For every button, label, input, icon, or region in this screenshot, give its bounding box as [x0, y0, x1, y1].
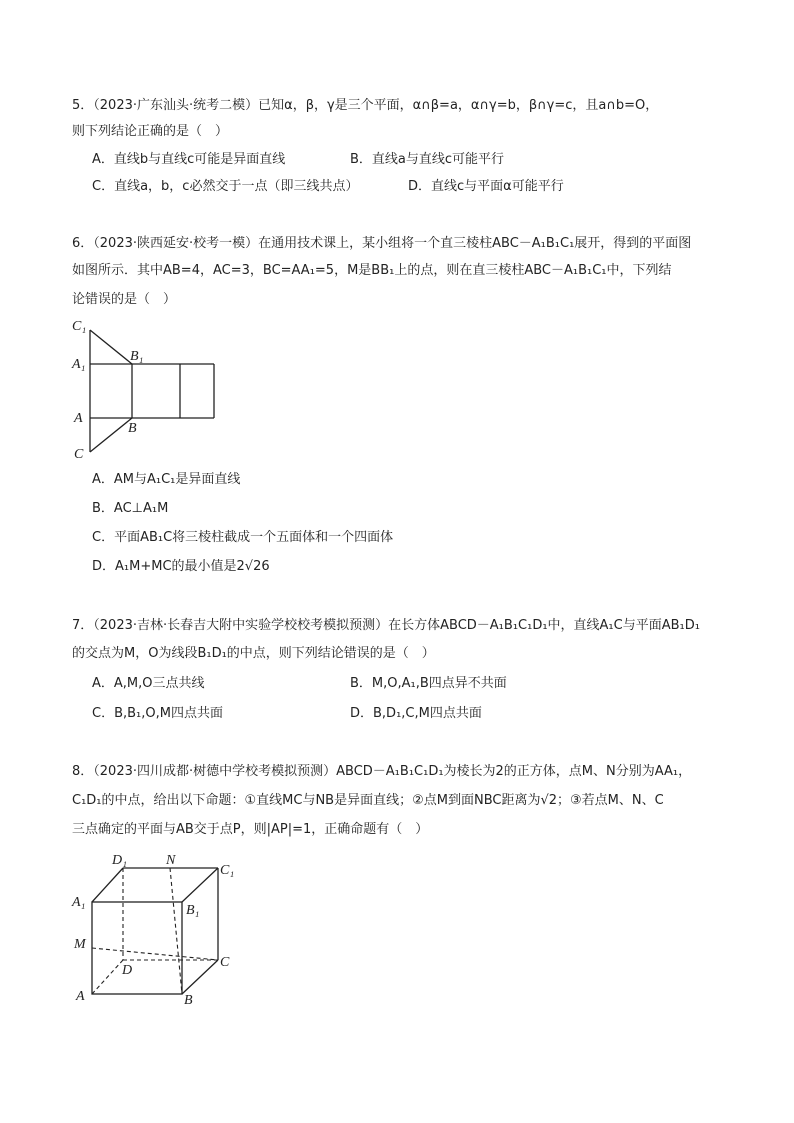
q6-label-a: A — [74, 411, 83, 426]
q5-stem-line1: 5．（2023·广东汕头·统考二模）已知α，β，γ是三个平面，α∩β=a，α∩γ=b，β∩γ=c，且a∩b=O， — [72, 98, 659, 113]
q8-label-d: D — [122, 963, 133, 978]
q8-label-m: M — [74, 937, 86, 952]
q7-option-a: A．A,M,O三点共线 — [92, 676, 205, 691]
q6-label-c: C — [74, 447, 84, 462]
q7-option-c: C．B,B₁,O,M四点共面 — [92, 706, 223, 721]
q5-option-c: C．直线a，b，c必然交于一点（即三线共点） — [92, 179, 359, 194]
q6-stem-line3: 论错误的是（ ） — [72, 292, 177, 307]
q5-option-b: B．直线a与直线c可能平行 — [350, 152, 505, 167]
q6-option-a: A．AM与A₁C₁是异面直线 — [92, 472, 241, 487]
q5-option-a: A．直线b与直线c可能是异面直线 — [92, 152, 286, 167]
q6-stem-line2: 如图所示．其中AB=4，AC=3，BC=AA₁=5，M是BB₁上的点，则在直三棱柱ABC－A₁B₁C₁中，下列结 — [72, 263, 672, 278]
q8-label-c: C — [220, 955, 230, 970]
q5-stem-line2: 则下列结论正确的是（ ） — [72, 124, 229, 139]
q6-net-figure — [68, 316, 228, 464]
q7-option-b: B．M,O,A₁,B四点异不共面 — [350, 676, 507, 691]
q6-label-b1: B₁ — [130, 349, 144, 364]
q8-stem-line1: 8．（2023·四川成都·树德中学校考模拟预测）ABCD－A₁B₁C₁D₁为棱长为2的正方体，点M、N分别为AA₁， — [72, 764, 692, 779]
q6-option-c: C．平面AB₁C将三棱柱截成一个五面体和一个四面体 — [92, 530, 394, 545]
q8-label-d1: D₁ — [112, 853, 127, 868]
q8-label-a1: A₁ — [72, 895, 86, 910]
q8-stem-line3: 三点确定的平面与AB交于点P，则|AP|=1，正确命题有（ ） — [72, 822, 429, 837]
q8-stem-line2: C₁D₁的中点，给出以下命题：①直线MC与NB是异面直线；②点M到面NBC距离为√2；③若点M、N、C — [72, 793, 664, 808]
q8-label-b: B — [184, 993, 193, 1008]
q5-option-d: D．直线c与平面α可能平行 — [408, 179, 564, 194]
q6-stem-line1: 6．（2023·陕西延安·校考一模）在通用技术课上，某小组将一个直三棱柱ABC－A₁B₁C₁展开，得到的平面图 — [72, 236, 692, 251]
q7-stem-line2: 的交点为M，O为线段B₁D₁的中点，则下列结论错误的是（ ） — [72, 646, 435, 661]
q6-label-a1: A₁ — [72, 357, 86, 372]
q8-label-a: A — [76, 989, 85, 1004]
q6-option-d: D．A₁M+MC的最小值是2√26 — [92, 559, 270, 574]
q6-label-b: B — [128, 421, 137, 436]
q8-label-b1: B₁ — [186, 903, 200, 918]
q7-stem-line1: 7．（2023·吉林·长春吉大附中实验学校校考模拟预测）在长方体ABCD－A₁B₁C₁D₁中，直线A₁C与平面AB₁D₁ — [72, 618, 700, 633]
q6-option-b: B．AC⊥A₁M — [92, 501, 169, 516]
q8-label-c1: C₁ — [220, 863, 235, 878]
q8-cube-figure — [68, 848, 248, 1008]
q6-label-c1: C₁ — [72, 319, 87, 334]
q7-option-d: D．B,D₁,C,M四点共面 — [350, 706, 482, 721]
q8-label-n: N — [166, 853, 176, 868]
